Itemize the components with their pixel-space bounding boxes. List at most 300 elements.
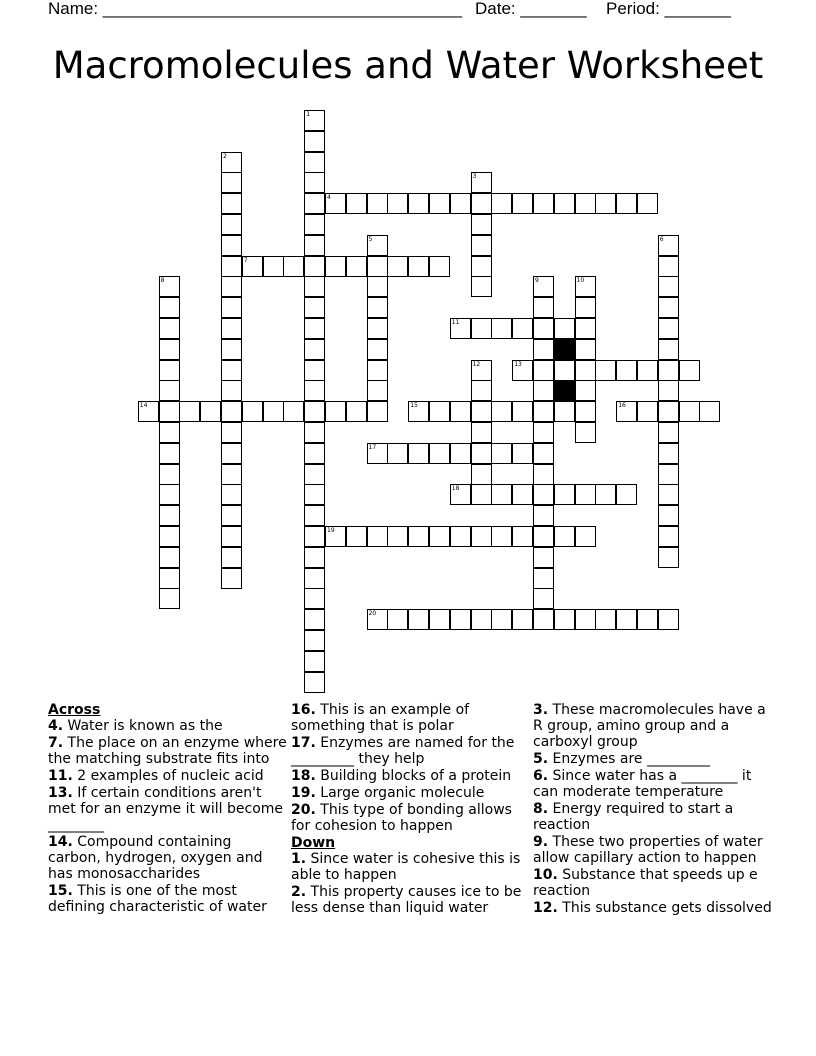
clue-number: 13 [514, 360, 522, 368]
crossword-cell[interactable] [367, 339, 388, 360]
clues-column-2 [291, 702, 531, 917]
crossword-cell[interactable] [658, 484, 679, 505]
clue-number: 4 [327, 194, 331, 202]
crossword-cell[interactable] [221, 464, 242, 485]
clue-number: 8 [160, 277, 165, 285]
crossword-cell[interactable] [304, 526, 325, 547]
crossword-cell[interactable] [533, 422, 554, 443]
crossword-cell[interactable] [304, 464, 325, 485]
crossword-cell[interactable] [429, 609, 450, 630]
clue-number-label: 7. [48, 735, 64, 751]
crossword-cell[interactable] [512, 360, 533, 381]
worksheet-title: Macromolecules and Water Worksheet [52, 44, 764, 87]
crossword-cell[interactable] [221, 360, 242, 381]
clue-number-label: 11. [48, 768, 73, 784]
crossword-cell[interactable] [533, 276, 554, 297]
crossword-cell[interactable] [637, 401, 658, 422]
crossword-cell[interactable] [242, 401, 263, 422]
crossword-cell[interactable] [159, 380, 180, 401]
crossword-cell[interactable] [159, 360, 180, 381]
crossword-cell[interactable] [575, 193, 596, 214]
crossword-cell[interactable] [471, 360, 492, 381]
crossword-cell[interactable] [512, 401, 533, 422]
crossword-cell[interactable] [491, 526, 512, 547]
clue-number: 10 [576, 277, 585, 285]
clue-item [533, 834, 773, 866]
crossword-cell[interactable] [575, 401, 596, 422]
crossword-cell[interactable] [658, 443, 679, 464]
crossword-cell[interactable] [304, 318, 325, 339]
clue-number: 17 [368, 443, 377, 451]
crossword-cell[interactable] [533, 360, 554, 381]
crossword-cell[interactable] [491, 401, 512, 422]
crossword-cell[interactable] [595, 193, 616, 214]
crossword-cell[interactable] [325, 193, 346, 214]
clue-item [48, 785, 288, 833]
crossword-cell[interactable] [387, 609, 408, 630]
crossword-cell[interactable] [304, 256, 325, 277]
crossword-cell[interactable] [304, 152, 325, 173]
crossword-cell[interactable] [367, 526, 388, 547]
clue-text: 2 examples of nucleic acid [72, 768, 264, 784]
crossword-cell[interactable] [491, 318, 512, 339]
clue-number: 9 [535, 277, 539, 285]
crossword-cell[interactable] [554, 401, 575, 422]
crossword-cell[interactable] [679, 401, 700, 422]
clue-text: This type of bonding allows for cohesion to happen [291, 802, 512, 834]
crossword-cell[interactable] [408, 609, 429, 630]
clue-number: 12 [472, 360, 481, 368]
crossword-cell[interactable] [304, 131, 325, 152]
crossword-cell[interactable] [304, 297, 325, 318]
crossword-cell[interactable] [471, 443, 492, 464]
down-heading: Down [291, 835, 336, 851]
clue-number-label: 17. [291, 735, 316, 751]
crossword-cell[interactable] [159, 422, 180, 443]
clues-column-1 [48, 702, 288, 916]
crossword-cell[interactable] [616, 484, 637, 505]
crossword-cell[interactable] [575, 380, 596, 401]
clue-number: 16 [618, 402, 626, 410]
crossword-cell[interactable] [616, 401, 637, 422]
crossword-cell[interactable] [325, 256, 346, 277]
crossword-cell[interactable] [471, 235, 492, 256]
crossword-cell[interactable] [491, 443, 512, 464]
crossword-cell[interactable] [658, 380, 679, 401]
clue-number-label: 8. [533, 801, 549, 817]
crossword-cell[interactable] [595, 609, 616, 630]
crossword-cell[interactable] [554, 609, 575, 630]
crossword-cell[interactable] [304, 505, 325, 526]
crossword-cell[interactable] [408, 193, 429, 214]
crossword-cell[interactable] [221, 297, 242, 318]
crossword-cell[interactable] [637, 193, 658, 214]
crossword-cell[interactable] [304, 422, 325, 443]
crossword-cell[interactable] [471, 422, 492, 443]
crossword-cell[interactable] [512, 443, 533, 464]
crossword-cell[interactable] [533, 526, 554, 547]
crossword-cell[interactable] [429, 526, 450, 547]
crossword-cell[interactable] [221, 547, 242, 568]
clue-item [291, 735, 531, 767]
crossword-cell[interactable] [637, 609, 658, 630]
crossword-cell[interactable] [429, 401, 450, 422]
clue-number: 14 [139, 402, 148, 410]
crossword-cell[interactable] [450, 526, 471, 547]
crossword-cell[interactable] [575, 297, 596, 318]
blocked-cell [554, 380, 575, 401]
crossword-cell[interactable] [325, 401, 346, 422]
crossword-cell[interactable] [450, 401, 471, 422]
crossword-cell[interactable] [387, 256, 408, 277]
crossword-cell[interactable] [512, 609, 533, 630]
clue-number-label: 20. [291, 802, 316, 818]
clue-number-label: 9. [533, 834, 549, 850]
crossword-cell[interactable] [658, 360, 679, 381]
clue-text: This is one of the most defining characteristic of water [48, 883, 267, 915]
clue-item [48, 834, 288, 882]
clue-item [291, 702, 531, 734]
crossword-cell[interactable] [367, 609, 388, 630]
clue-item [48, 883, 288, 915]
crossword-cell[interactable] [283, 256, 304, 277]
crossword-cell[interactable] [367, 276, 388, 297]
crossword-cell[interactable] [658, 464, 679, 485]
clue-number-label: 14. [48, 834, 73, 850]
crossword-cell[interactable] [263, 401, 284, 422]
crossword-cell[interactable] [658, 526, 679, 547]
crossword-cell[interactable] [367, 235, 388, 256]
crossword-cell[interactable] [221, 568, 242, 589]
crossword-cell[interactable] [408, 401, 429, 422]
crossword-cell[interactable] [367, 380, 388, 401]
crossword-cell[interactable] [533, 380, 554, 401]
crossword-cell[interactable] [304, 443, 325, 464]
crossword-cell[interactable] [471, 172, 492, 193]
clue-text: If certain conditions aren't met for an enzyme it will become ________ [48, 785, 284, 833]
down-clue-list [291, 851, 531, 916]
clue-text: This is an example of something that is polar [291, 702, 470, 734]
crossword-cell[interactable] [221, 318, 242, 339]
crossword-cell[interactable] [471, 214, 492, 235]
name-field[interactable]: Name: ______________________________________ [48, 0, 463, 18]
crossword-cell[interactable] [471, 401, 492, 422]
crossword-cell[interactable] [616, 193, 637, 214]
clue-number-label: 6. [533, 768, 549, 784]
crossword-cell[interactable] [159, 505, 180, 526]
clue-number: 19 [327, 527, 335, 534]
clue-text: Since water has a ________ it can moderate temperature [533, 768, 752, 800]
crossword-cell[interactable] [159, 297, 180, 318]
crossword-cell[interactable] [221, 380, 242, 401]
blocked-cell [554, 339, 575, 360]
crossword-cell[interactable] [575, 318, 596, 339]
crossword-cell[interactable] [179, 401, 200, 422]
clue-item [291, 851, 531, 883]
crossword-cell[interactable] [159, 464, 180, 485]
crossword-cell[interactable] [533, 318, 554, 339]
crossword-cell[interactable] [346, 256, 367, 277]
crossword-cell[interactable] [512, 526, 533, 547]
crossword-cell[interactable] [304, 609, 325, 630]
crossword-cell[interactable] [533, 484, 554, 505]
crossword-cell[interactable] [221, 422, 242, 443]
clue-number: 11 [451, 319, 460, 326]
clue-number: 7 [243, 256, 248, 264]
crossword-cell[interactable] [533, 193, 554, 214]
crossword-cell[interactable] [471, 276, 492, 297]
crossword-cell[interactable] [658, 422, 679, 443]
crossword-cell[interactable] [471, 609, 492, 630]
crossword-cell[interactable] [408, 526, 429, 547]
crossword-cell[interactable] [575, 360, 596, 381]
clue-item [533, 751, 773, 767]
clue-text: The place on an enzyme where the matching substrate fits into [48, 735, 287, 767]
crossword-cell[interactable] [221, 526, 242, 547]
clue-item [533, 867, 773, 899]
crossword-cell[interactable] [491, 193, 512, 214]
crossword-cell[interactable] [554, 484, 575, 505]
crossword-cell[interactable] [554, 318, 575, 339]
clue-text: Since water is cohesive this is able to happen [291, 851, 521, 883]
crossword-cell[interactable] [159, 547, 180, 568]
crossword-cell[interactable] [450, 609, 471, 630]
crossword-cell[interactable] [658, 318, 679, 339]
crossword-cell[interactable] [408, 443, 429, 464]
clue-number: 1 [306, 111, 311, 118]
clue-number-label: 3. [533, 702, 549, 718]
clue-text: Enzymes are _________ [548, 751, 710, 767]
clue-number-label: 5. [533, 751, 549, 767]
crossword-cell[interactable] [304, 547, 325, 568]
crossword-cell[interactable] [304, 651, 325, 672]
crossword-cell[interactable] [159, 526, 180, 547]
crossword-cell[interactable] [699, 401, 720, 422]
crossword-cell[interactable] [637, 360, 658, 381]
clue-number-label: 19. [291, 785, 316, 801]
crossword-cell[interactable] [221, 152, 242, 173]
crossword-cell[interactable] [533, 609, 554, 630]
crossword-cell[interactable] [304, 672, 325, 693]
crossword-cell[interactable] [304, 214, 325, 235]
crossword-cell[interactable] [408, 256, 429, 277]
clue-text: These two properties of water allow capillary action to happen [533, 834, 763, 866]
clue-number-label: 4. [48, 718, 64, 734]
crossword-cell[interactable] [263, 256, 284, 277]
crossword-cell[interactable] [304, 276, 325, 297]
across-clue-list [48, 718, 288, 915]
clue-text: Large organic molecule [315, 785, 485, 801]
crossword-cell[interactable] [221, 214, 242, 235]
crossword-cell[interactable] [533, 297, 554, 318]
crossword-cell[interactable] [367, 193, 388, 214]
clue-item [48, 718, 288, 734]
crossword-cell[interactable] [346, 526, 367, 547]
crossword-cell[interactable] [346, 193, 367, 214]
clue-item [291, 768, 531, 784]
clue-text: This property causes ice to be less dense than liquid water [291, 884, 522, 916]
crossword-cell[interactable] [658, 276, 679, 297]
crossword-cell[interactable] [283, 401, 304, 422]
crossword-cell[interactable] [221, 505, 242, 526]
crossword-cell[interactable] [679, 360, 700, 381]
crossword-cell[interactable] [387, 193, 408, 214]
crossword-cell[interactable] [325, 526, 346, 547]
crossword-cell[interactable] [658, 505, 679, 526]
crossword-cell[interactable] [533, 568, 554, 589]
crossword-cell[interactable] [554, 526, 575, 547]
crossword-cell[interactable] [512, 318, 533, 339]
crossword-cell[interactable] [138, 401, 159, 422]
crossword-cell[interactable] [575, 422, 596, 443]
crossword-cell[interactable] [575, 339, 596, 360]
crossword-cell[interactable] [471, 526, 492, 547]
crossword-cell[interactable] [221, 193, 242, 214]
crossword-cell[interactable] [533, 505, 554, 526]
crossword-cell[interactable] [387, 443, 408, 464]
clue-text: This substance gets dissolved [557, 900, 772, 916]
clue-number-label: 10. [533, 867, 558, 883]
period-field[interactable]: Period: _______ [606, 0, 731, 18]
crossword-cell[interactable] [367, 401, 388, 422]
crossword-cell[interactable] [304, 235, 325, 256]
clue-number: 20 [368, 610, 377, 618]
clue-item [533, 801, 773, 833]
crossword-cell[interactable] [616, 360, 637, 381]
crossword-cell[interactable] [304, 172, 325, 193]
crossword-cell[interactable] [304, 339, 325, 360]
crossword-cell[interactable] [429, 443, 450, 464]
clue-item [48, 768, 288, 784]
crossword-cell[interactable] [575, 609, 596, 630]
across-clue-list-continued [291, 702, 531, 834]
crossword-cell[interactable] [450, 484, 471, 505]
crossword-cell[interactable] [575, 276, 596, 297]
crossword-cell[interactable] [554, 193, 575, 214]
crossword-cell[interactable] [367, 256, 388, 277]
crossword-cell[interactable] [304, 110, 325, 131]
crossword-cell[interactable] [575, 526, 596, 547]
clue-text: Building blocks of a protein [315, 768, 512, 784]
crossword-cell[interactable] [221, 339, 242, 360]
crossword-cell[interactable] [658, 609, 679, 630]
crossword-cell[interactable] [658, 547, 679, 568]
crossword-cell[interactable] [533, 547, 554, 568]
clue-number: 6 [659, 235, 664, 243]
crossword-cell[interactable] [367, 443, 388, 464]
across-heading: Across [48, 702, 101, 718]
crossword-cell[interactable] [159, 339, 180, 360]
crossword-cell[interactable] [221, 443, 242, 464]
crossword-cell[interactable] [491, 609, 512, 630]
crossword-cell[interactable] [533, 401, 554, 422]
down-clue-list-continued [533, 702, 773, 916]
crossword-cell[interactable] [471, 193, 492, 214]
crossword-cell[interactable] [159, 318, 180, 339]
crossword-cell[interactable] [242, 256, 263, 277]
clue-number: 2 [223, 152, 227, 160]
crossword-cell[interactable] [304, 484, 325, 505]
crossword-cell[interactable] [533, 443, 554, 464]
crossword-cell[interactable] [512, 193, 533, 214]
crossword-cell[interactable] [221, 256, 242, 277]
crossword-cell[interactable] [575, 484, 596, 505]
crossword-cell[interactable] [491, 484, 512, 505]
crossword-cell[interactable] [471, 256, 492, 277]
crossword-cell[interactable] [387, 526, 408, 547]
clue-item [291, 802, 531, 834]
crossword-cell[interactable] [159, 443, 180, 464]
crossword-cell[interactable] [533, 464, 554, 485]
crossword-cell[interactable] [367, 297, 388, 318]
crossword-cell[interactable] [304, 360, 325, 381]
crossword-cell[interactable] [159, 588, 180, 609]
crossword-cell[interactable] [159, 568, 180, 589]
clue-number: 15 [410, 402, 418, 410]
crossword-cell[interactable] [429, 256, 450, 277]
crossword-cell[interactable] [221, 172, 242, 193]
crossword-cell[interactable] [221, 276, 242, 297]
clue-item [533, 768, 773, 800]
crossword-cell[interactable] [616, 609, 637, 630]
crossword-cell[interactable] [658, 339, 679, 360]
crossword-cell[interactable] [304, 568, 325, 589]
crossword-cell[interactable] [304, 380, 325, 401]
clue-number-label: 12. [533, 900, 558, 916]
crossword-cell[interactable] [367, 318, 388, 339]
crossword-cell[interactable] [595, 484, 616, 505]
crossword-cell[interactable] [658, 401, 679, 422]
crossword-cell[interactable] [450, 443, 471, 464]
crossword-cell[interactable] [471, 318, 492, 339]
crossword-cell[interactable] [304, 630, 325, 651]
crossword-cell[interactable] [304, 193, 325, 214]
clue-text: Compound containing carbon, hydrogen, oxygen and has monosaccharides [48, 834, 263, 882]
crossword-cell[interactable] [450, 193, 471, 214]
crossword-cell[interactable] [429, 193, 450, 214]
crossword-cell[interactable] [221, 401, 242, 422]
crossword-cell[interactable] [367, 360, 388, 381]
crossword-cell[interactable] [533, 588, 554, 609]
crossword-cell[interactable] [159, 276, 180, 297]
crossword-cell[interactable] [159, 484, 180, 505]
clue-number-label: 13. [48, 785, 73, 801]
crossword-cell[interactable] [471, 380, 492, 401]
crossword-cell[interactable] [658, 297, 679, 318]
clue-number-label: 1. [291, 851, 307, 867]
crossword-cell[interactable] [200, 401, 221, 422]
clue-number-label: 2. [291, 884, 307, 900]
crossword-cell[interactable] [595, 360, 616, 381]
crossword-cell[interactable] [221, 235, 242, 256]
clue-number: 18 [451, 485, 460, 493]
crossword-cell[interactable] [471, 464, 492, 485]
crossword-cell[interactable] [450, 318, 471, 339]
crossword-cell[interactable] [221, 484, 242, 505]
crossword-cell[interactable] [471, 484, 492, 505]
crossword-cell[interactable] [346, 401, 367, 422]
crossword-cell[interactable] [658, 235, 679, 256]
crossword-cell[interactable] [159, 401, 180, 422]
crossword-cell[interactable] [304, 401, 325, 422]
crossword-cell[interactable] [512, 484, 533, 505]
crossword-cell[interactable] [658, 256, 679, 277]
crossword-cell[interactable] [304, 588, 325, 609]
crossword-cell[interactable] [533, 339, 554, 360]
crossword-cell[interactable] [554, 360, 575, 381]
date-field[interactable]: Date: _______ [475, 0, 587, 18]
clue-text: Substance that speeds up e reaction [533, 867, 758, 899]
